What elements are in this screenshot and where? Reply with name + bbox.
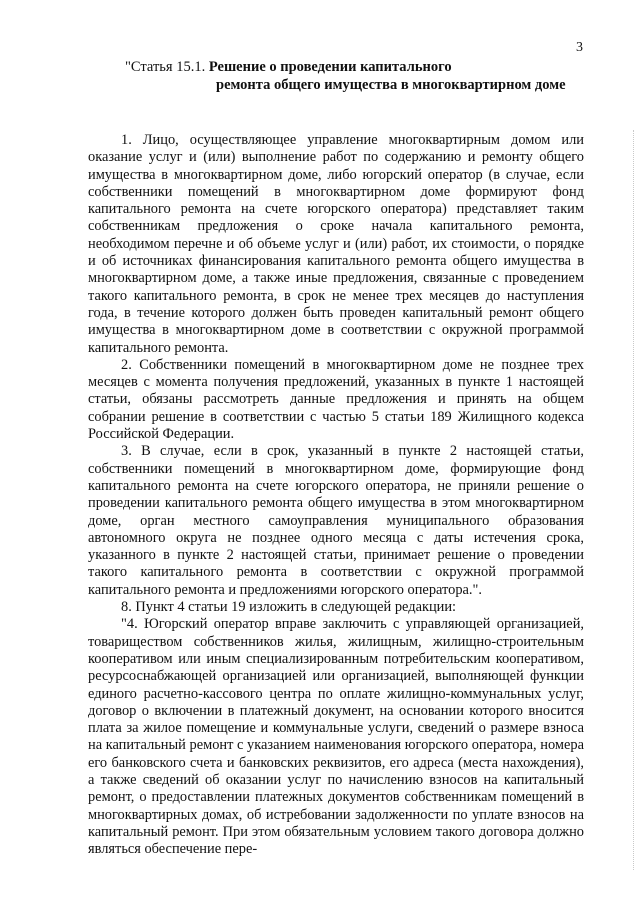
article-body	[88, 132, 584, 858]
paragraph-amendment-8: 8. Пункт 4 статьи 19 изложить в следующей редакции:	[121, 599, 457, 616]
article-number: "Статья 15.1.	[125, 59, 206, 75]
page-number: 3	[576, 40, 583, 55]
paragraph-clause-3: 3. В случае, если в срок, указанный в пункте 2 настоящей статьи, собственники помещений в многоквартирном доме, формирующие фонд капитального ремонта на счете югорского оператора, не приняли решение о проведении капитального ремонта общего имущества в этом многоквартирном доме, орган местного самоуправления муниципального образования автономного округа не позднее одного месяца с даты истечения срока, указанного в пункте 2 настоящей статьи, принимает решение о проведении такого капитального ремонта в соответствии с окружной программой капитального ремонта и предложениями югорского оператора.".	[88, 443, 584, 598]
paragraph-clause-1: 1. Лицо, осуществляющее управление многоквартирным домом или оказание услуг и (или) выполнение работ по содержанию и ремонту общего имущества в многоквартирном доме, либо югорский оператор (в случае, если собственники помещений в многоквартирном доме формируют фонд капитального ремонта на счете югорского оператора) представляет таким собственникам предложения о сроке начала капитального ремонта, необходимом перечне и об объеме услуг и (или) работ, их стоимости, о порядке и об источниках финансирования капитального ремонта общего имущества в многоквартирном доме, а также иные предложения, связанные с проведением такого капитального ремонта, в срок не менее трех месяцев до наступления года, в течение которого должен быть проведен капитальный ремонт общего имущества в многоквартирном доме в соответствии с окружной программой капитального ремонта.	[88, 132, 584, 356]
paragraph-clause-2: 2. Собственники помещений в многоквартирном доме не позднее трех месяцев с момента получения предложений, указанных в пункте 1 настоящей статьи, обязаны рассмотреть данные предложения и принять на общем собрании решение в соответствии с частью 5 статьи 189 Жилищного кодекса Российской Федерации.	[88, 356, 584, 443]
scan-edge-mark	[632, 130, 634, 870]
article-title	[125, 58, 585, 94]
paragraph-clause-4-text: "4. Югорский оператор вправе заключить с управляющей организацией, товариществом собственников жилья, жилищным, жилищно-строительным кооперативом или иным специализированным потребительским кооперативом, ресурсоснабжающей организацией или организацией, выполняющей функции единого расчетно-кассового центра по оплате жилищно-коммунальных услуг, договор о включении в платежный документ, на основании которого вносится плата за жилое помещение и коммунальные услуги, сведений о размере взноса на капитальный ремонт с указанием наименования югорского оператора, номера его банковского счета и банковских реквизитов, его адреса (места нахождения), а также сведений об оказании услуг по начислению взносов на капитальный ремонт, о предоставлении платежных документов собственникам помещений в многоквартирных домах, об истребовании задолженности по уплате взносов на капитальный ремонт. При этом обязательным условием такого договора должно являться обеспечение пере-	[88, 616, 584, 858]
article-heading-line-2: ремонта общего имущества в многоквартирном доме	[216, 77, 566, 93]
article-heading-line-1: Решение о проведении капитального	[208, 59, 452, 75]
